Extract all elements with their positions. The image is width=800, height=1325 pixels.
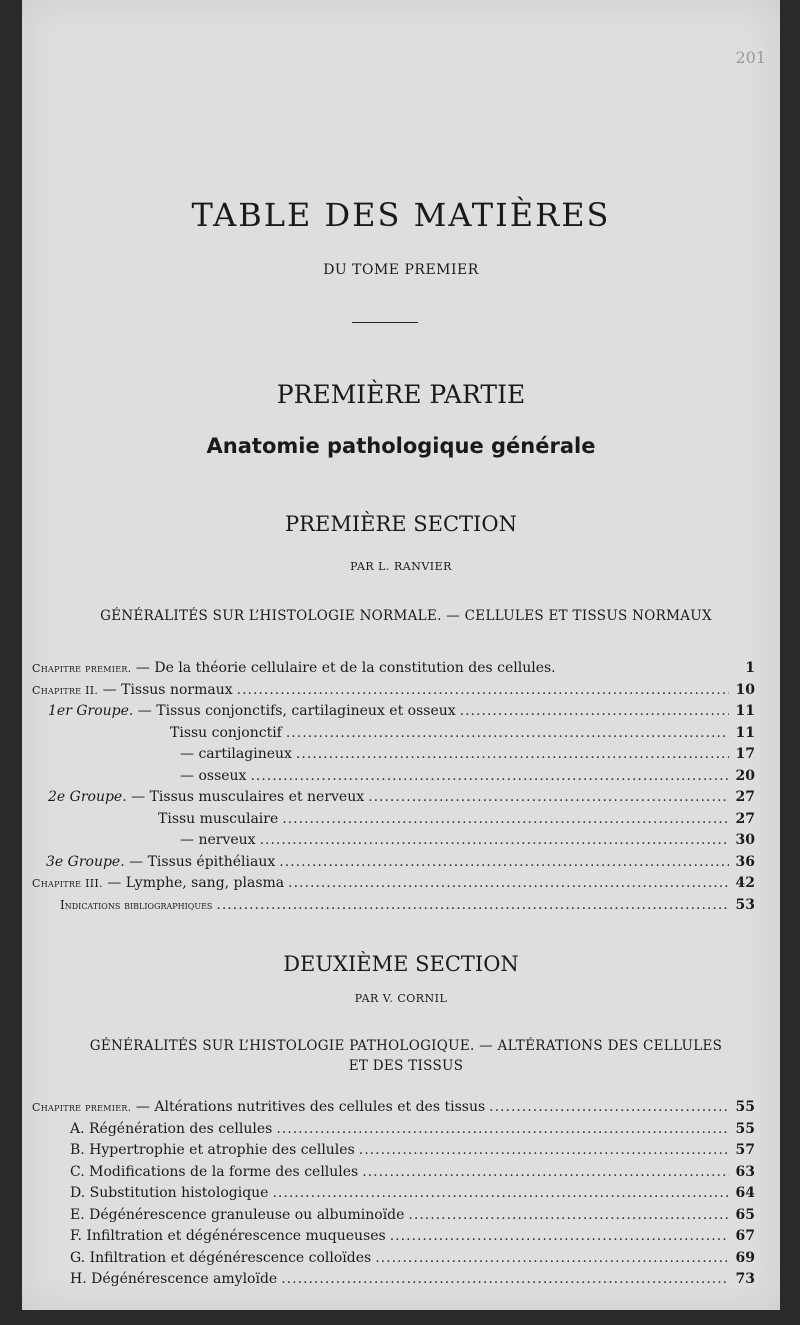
toc-entry-prefix: Chapitre premier. xyxy=(32,662,132,675)
toc-entry-label xyxy=(70,1164,358,1180)
toc-entry-label xyxy=(70,1207,404,1223)
toc-entry xyxy=(32,1142,755,1164)
toc-entry-text: F. Infiltration et dégénérescence muqueuses xyxy=(70,1228,386,1244)
toc-entry-page: 27 xyxy=(735,789,755,805)
toc-leader-dots xyxy=(237,682,729,698)
toc-entry xyxy=(32,768,755,790)
toc-entry-label xyxy=(180,746,292,762)
section2-title: DEUXIÈME SECTION xyxy=(283,952,519,976)
toc-entry-label xyxy=(180,832,256,848)
toc-entry-page: 42 xyxy=(735,875,755,891)
toc-entry xyxy=(32,1121,755,1143)
toc-leader-dots xyxy=(286,725,729,741)
toc-entry-page: 53 xyxy=(735,896,755,913)
toc-entry-text: D. Substitution histologique xyxy=(70,1185,269,1201)
toc-entry-label xyxy=(32,1099,485,1115)
book-page xyxy=(22,0,780,1310)
toc-entry-text: Tissu musculaire xyxy=(158,810,279,827)
toc-entry-page: 27 xyxy=(735,810,755,827)
toc-leader-dots xyxy=(375,1250,729,1266)
toc-entry-page: 69 xyxy=(735,1249,755,1266)
toc-entry-label xyxy=(70,1271,277,1287)
toc-leader-dots xyxy=(296,746,729,762)
toc-entry xyxy=(32,875,755,897)
document-subtitle: DU TOME PREMIER xyxy=(323,262,479,278)
toc-entry-page: 65 xyxy=(735,1206,755,1223)
section2-heading xyxy=(52,1036,760,1076)
toc-leader-dots xyxy=(276,1121,729,1137)
toc-leader-dots xyxy=(368,789,729,805)
toc-entry-label xyxy=(70,1250,371,1266)
toc-entry-label xyxy=(60,897,212,913)
toc-entry-label xyxy=(180,768,246,784)
toc-leader-dots xyxy=(216,897,729,913)
toc-entry-prefix: Chapitre premier. xyxy=(32,1101,132,1114)
toc-entry-page: 64 xyxy=(735,1185,755,1201)
toc-entry-text: — Tissus conjonctifs, cartilagineux et osseux xyxy=(133,703,456,719)
toc-entry-page: 36 xyxy=(735,853,755,870)
toc-entry-page: 73 xyxy=(735,1271,755,1287)
toc-entry xyxy=(32,725,755,747)
toc-entry xyxy=(32,1271,755,1293)
toc-entry-page: 63 xyxy=(735,1163,755,1180)
toc-leader-dots xyxy=(279,854,729,870)
toc-entry-label xyxy=(32,875,284,891)
toc-entry-label xyxy=(32,682,233,698)
toc-entry-text: G. Infiltration et dégénérescence colloïdes xyxy=(70,1249,372,1266)
toc-leader-dots xyxy=(362,1164,729,1180)
part-subtitle: Anatomie pathologique générale xyxy=(206,434,596,458)
toc-entry xyxy=(32,1164,755,1186)
toc-entry-text: — Tissus épithéliaux xyxy=(124,853,276,870)
section2-toc xyxy=(32,1099,755,1293)
page-number: 201 xyxy=(735,48,766,67)
toc-leader-dots xyxy=(460,703,729,719)
toc-entry xyxy=(32,1207,755,1229)
toc-entry-label xyxy=(70,1228,386,1244)
toc-entry-page: 30 xyxy=(735,832,755,848)
toc-leader-dots xyxy=(489,1099,729,1115)
toc-entry-page: 11 xyxy=(735,703,755,719)
toc-entry-text: C. Modifications de la forme des cellules xyxy=(70,1163,359,1180)
toc-leader-dots xyxy=(282,811,729,827)
toc-leader-dots xyxy=(260,832,729,848)
toc-leader-dots xyxy=(272,1185,729,1201)
toc-entry xyxy=(32,897,755,919)
toc-leader-dots xyxy=(288,875,729,891)
toc-entry-label xyxy=(48,789,364,805)
toc-entry-text: A. Régénération des cellules xyxy=(70,1120,273,1137)
toc-entry-page: 11 xyxy=(735,724,755,741)
toc-leader-dots xyxy=(281,1271,729,1287)
toc-entry-page: 57 xyxy=(735,1142,755,1158)
toc-entry-label xyxy=(48,703,456,719)
section2-heading-line2: ET DES TISSUS xyxy=(348,1058,464,1074)
section2-heading-line1: GÉNÉRALITÉS SUR L’HISTOLOGIE PATHOLOGIQUE. — ALTÉRATIONS DES CELLULES xyxy=(89,1038,723,1054)
toc-entry xyxy=(32,1228,755,1250)
toc-entry-page: 55 xyxy=(735,1120,755,1137)
toc-entry-text: — Altérations nutritives des cellules et des tissus xyxy=(131,1099,486,1115)
toc-entry-text: — osseux xyxy=(180,767,247,784)
toc-entry-prefix: Chapitre II. xyxy=(32,683,99,697)
toc-leader-dots xyxy=(390,1228,729,1244)
toc-entry-text: H. Dégénérescence amyloïde xyxy=(70,1271,278,1287)
part-title: PREMIÈRE PARTIE xyxy=(276,380,526,409)
toc-entry-prefix: Chapitre III. xyxy=(32,877,103,890)
toc-leader-dots xyxy=(250,768,729,784)
toc-entry-text: — nerveux xyxy=(180,832,256,848)
toc-entry-text: Indications bibliographiques xyxy=(60,897,213,912)
section1-author: PAR L. RANVIER xyxy=(350,560,452,573)
toc-entry-text: — Lymphe, sang, plasma xyxy=(102,875,285,891)
toc-entry-text: Tissu conjonctif xyxy=(170,724,282,741)
toc-entry-page: 67 xyxy=(735,1228,755,1244)
toc-entry-text: — Tissus normaux xyxy=(98,681,233,698)
toc-entry-label xyxy=(158,811,278,827)
toc-entry-label xyxy=(70,1185,268,1201)
toc-entry-label xyxy=(170,725,282,741)
toc-entry-text: — cartilagineux xyxy=(180,746,292,762)
section1-toc xyxy=(32,660,755,918)
toc-entry-page: 17 xyxy=(735,746,755,762)
toc-entry-text: — Tissus musculaires et nerveux xyxy=(126,789,365,805)
toc-entry-prefix: 3e Groupe. xyxy=(46,853,125,870)
toc-entry xyxy=(32,1250,755,1272)
title-rule xyxy=(352,322,418,323)
toc-entry-prefix: 2e Groupe. xyxy=(48,789,127,805)
toc-entry-page: 10 xyxy=(735,681,755,698)
toc-entry-label xyxy=(70,1142,355,1158)
toc-entry-label xyxy=(32,660,556,676)
toc-entry-page: 55 xyxy=(735,1099,755,1115)
section1-title: PREMIÈRE SECTION xyxy=(285,512,517,536)
toc-leader-dots xyxy=(408,1207,729,1223)
toc-entry-label xyxy=(70,1121,272,1137)
document-title: TABLE DES MATIÈRES xyxy=(191,196,611,234)
toc-entry-label xyxy=(46,854,275,870)
toc-entry xyxy=(32,832,755,854)
toc-entry xyxy=(32,746,755,768)
toc-entry xyxy=(32,854,755,876)
toc-entry-prefix: 1er Groupe. xyxy=(48,703,134,719)
section2-author: PAR V. CORNIL xyxy=(354,992,448,1005)
toc-entry xyxy=(32,682,755,704)
toc-entry xyxy=(32,811,755,833)
section1-heading: GÉNÉRALITÉS SUR L’HISTOLOGIE NORMALE. — CELLULES ET TISSUS NORMAUX xyxy=(100,608,712,624)
toc-entry-text: — De la théorie cellulaire et de la constitution des cellules. xyxy=(131,660,556,676)
toc-leader-dots xyxy=(359,1142,729,1158)
toc-entry xyxy=(32,1099,755,1121)
toc-entry-page: 20 xyxy=(735,767,755,784)
toc-entry xyxy=(32,1185,755,1207)
toc-entry xyxy=(32,789,755,811)
toc-entry-page: 1 xyxy=(745,660,755,676)
toc-entry xyxy=(32,660,755,682)
toc-entry xyxy=(32,703,755,725)
toc-entry-text: B. Hypertrophie et atrophie des cellules xyxy=(70,1142,355,1158)
toc-entry-text: E. Dégénérescence granuleuse ou albuminoïde xyxy=(70,1206,405,1223)
